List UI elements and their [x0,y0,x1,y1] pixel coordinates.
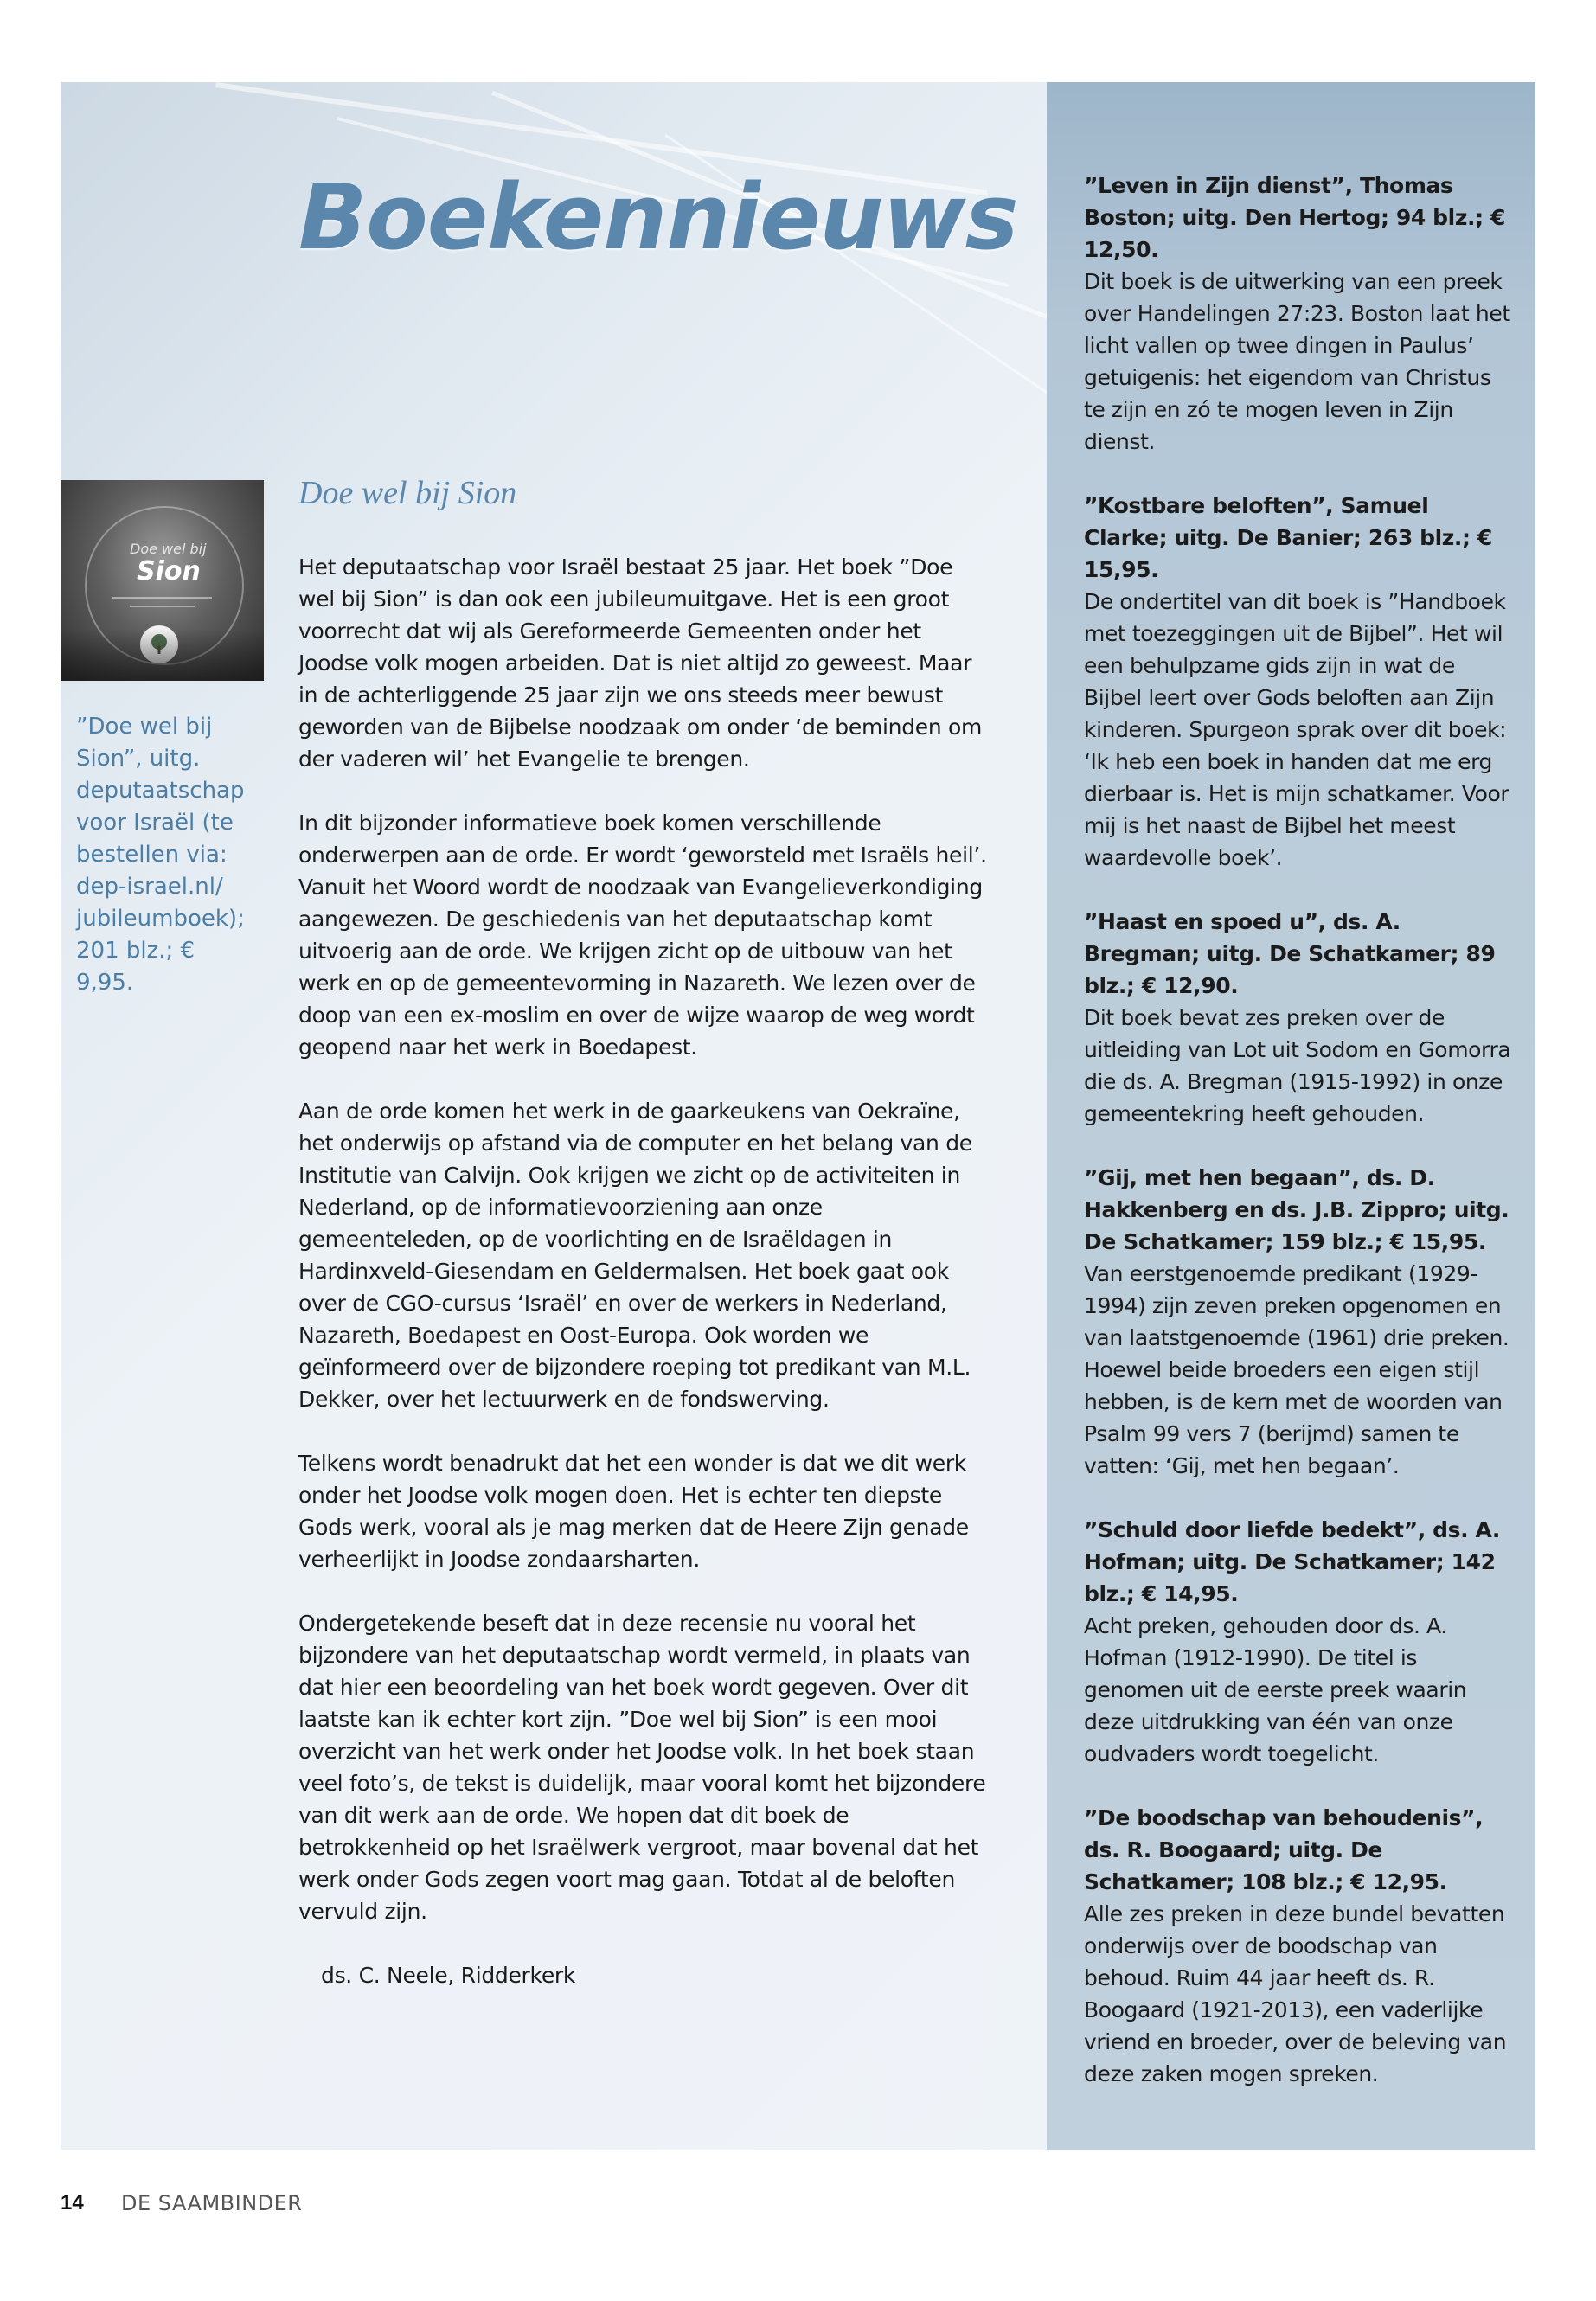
article-body [298,551,990,1991]
book-entry-title: ”Leven in Zijn dienst”, Thomas Boston; uitg. Den Hertog; 94 blz.; € 12,50. [1084,173,1505,262]
book-entry [1084,906,1516,1130]
book-entry-title: ”Gij, met hen begaan”, ds. D. Hakkenberg en ds. J.B. Zippro; uitg. De Schatkamer; 159 blz.; € 15,95. [1084,1165,1509,1254]
book-entry-description: De ondertitel van dit boek is ”Handboek met toezeggingen uit de Bijbel”. Het wil een behulpzame gids zijn in wat de Bijbel leert over Gods beloften aan Zijn kinderen. Spurgeon sprak over dit boek: ‘Ik heb een boek in handen dat me erg dierbaar is. Het is mijn schatkamer. Voor mij is het naast de Bijbel het meest waardevolle boek’. [1084,589,1509,870]
book-entry [1084,1802,1516,2090]
article-paragraph: Telkens wordt benadrukt dat het een wonder is dat we dit werk onder het Joodse volk mogen doen. Het is echter ten diepste Gods werk, vooral als je mag merken dat de Heere Zijn genade verheerlijkt in Joodse zondaarsharten. [298,1451,969,1572]
book-entry-description: Dit boek bevat zes preken over de uitleiding van Lot uit Sodom en Gomorra die ds. A. Bregman (1915-1992) in onze gemeentekring heeft gehouden. [1084,1005,1511,1126]
cover-subtitle-line [112,597,212,599]
book-entry [1084,1162,1516,1482]
book-entry [1084,490,1516,874]
book-entry-title: ”Schuld door liefde bedekt”, ds. A. Hofman; uitg. De Schatkamer; 142 blz.; € 14,95. [1084,1517,1501,1606]
article-paragraph: Aan de orde komen het werk in de gaarkeukens van Oekraïne, het onderwijs op afstand via de computer en het belang van de Institutie van Calvijn. Ook krijgen we zicht op de activiteiten in Nederland, op de informatievoorziening aan onze gemeenteleden, op de voorlichting en de Israëldagen in Hardinxveld-Giesendam en Geldermalsen. Het boek gaat ook over de CGO-cursus ‘Israël’ en over de werkers in Nederland, Nazareth, Boedapest en Oost-Europa. Ook worden we geïnformeerd over de bijzondere roeping tot predikant van M.L. Dekker, over het lectuurwerk en de fondswerving. [298,1099,972,1412]
book-entry-title: ”De boodschap van behoudenis”, ds. R. Boogaard; uitg. De Schatkamer; 108 blz.; € 12,95. [1084,1805,1484,1894]
book-entry-description: Acht preken, gehouden door ds. A. Hofman (1912-1990). De titel is genomen uit de eerste preek waarin deze uitdrukking van één van onze oudvaders wordt toegelicht. [1084,1613,1467,1766]
cover-title-small: Doe wel bij [130,541,207,557]
page-number: 14 [61,2191,84,2214]
cover-title-big: Sion [137,556,201,586]
page-title: Boekennieuws [298,164,1018,270]
book-entry-description: Van eerstgenoemde predikant (1929-1994) zijn zeven preken opgenomen en van laatstgenoemde (1961) drie preken. Hoewel beide broeders een eigen stijl hebben, is de kern met de woorden van Psalm 99 vers 7 (berijmd) samen te vatten: ‘Gij, met hen begaan’. [1084,1261,1509,1478]
book-entry-description: Alle zes preken in deze bundel bevatten onderwijs over de boodschap van behoud. Ruim 44 jaar heeft ds. R. Boogaard (1921-2013), een vaderlijke vriend en broeder, over de beleving van deze zaken mogen spreken. [1084,1901,1507,2086]
book-cover-caption: ”Doe wel bij Sion”, uitg. deputaatschap voor Israël (te bestellen via: dep-israel.nl/ jubileumboek); 201 blz.; € 9,95. [76,714,245,996]
book-entry-title: ”Haast en spoed u”, ds. A. Bregman; uitg. De Schatkamer; 89 blz.; € 12,90. [1084,909,1496,998]
article-paragraph: Ondergetekende beseft dat in deze recensie nu vooral het bijzondere van het deputaatschap wordt vermeld, in plaats van dat hier een beoordeling van het boek wordt gegeven. Over dit laatste kan ik echter kort zijn. ”Doe wel bij Sion” is een mooi overzicht van het werk onder het Joodse volk. In het boek staan veel foto’s, de tekst is duidelijk, maar vooral komt het bijzondere van dit werk aan de orde. We hopen dat dit boek de betrokkenheid op het Israëlwerk vergroot, maar bovenal dat het werk onder Gods zegen voort mag gaan. Totdat al de beloften vervuld zijn. [298,1611,986,1924]
article-paragraph: In dit bijzonder informatieve boek komen verschillende onderwerpen aan de orde. Er wordt ‘geworsteld met Israëls heil’. Vanuit het Woord wordt de noodzaak van Evangelieverkondiging aangewezen. De geschiedenis van het deputaatschap komt uitvoerig aan de orde. We krijgen zicht op de uitbouw van het werk en op de gemeentevorming in Nazareth. We lezen over de doop van een ex-moslim en over de wijze waarop de weg wordt geopend naar het werk in Boedapest. [298,811,987,1060]
cover-subtitle-line [130,606,195,607]
article-paragraph: Het deputaatschap voor Israël bestaat 25 jaar. Het boek ”Doe wel bij Sion” is dan ook een jubileumuitgave. Het is een groot voorrecht dat wij als Gereformeerde Gemeenten onder het Joodse volk mogen arbeiden. Dat is niet altijd zo geweest. Maar in de achterliggende 25 jaar zijn we ons steeds meer bewust geworden van de Bijbelse noodzaak om onder ‘de beminden om der vaderen wil’ het Evangelie te brengen. [298,554,983,772]
book-entry-description: Dit boek is de uitwerking van een preek over Handelingen 27:23. Boston laat het licht vallen op twee dingen in Paulus’ getuigenis: het eigendom van Christus te zijn en zó te mogen leven in Zijn dienst. [1084,269,1510,454]
book-cover-image [61,480,264,681]
publication-name: DE SAAMBINDER [121,2191,303,2215]
cover-ground-shade [61,629,264,681]
article-author: ds. C. Neele, Ridderkerk [321,1963,576,1988]
article-heading: Doe wel bij Sion [298,475,517,511]
book-entry [1084,1514,1516,1770]
book-entry-title: ”Kostbare beloften”, Samuel Clarke; uitg. De Banier; 263 blz.; € 15,95. [1084,493,1492,582]
book-list [1084,170,1516,2122]
book-entry [1084,170,1516,458]
